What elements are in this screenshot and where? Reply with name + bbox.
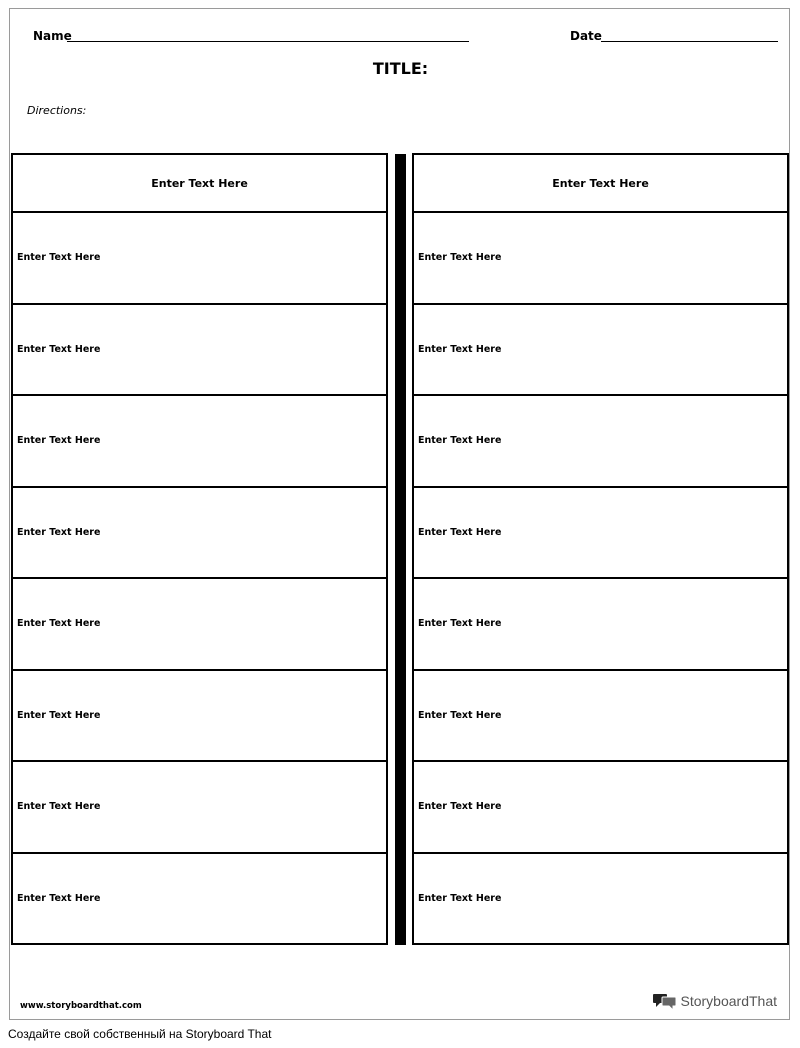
left-cell[interactable]: Enter Text Here [13, 396, 386, 488]
speech-bubbles-icon [653, 992, 677, 1010]
left-column [11, 153, 388, 945]
left-column-header[interactable]: Enter Text Here [13, 155, 386, 213]
right-column-header[interactable]: Enter Text Here [414, 155, 787, 213]
right-column [412, 153, 789, 945]
right-cell[interactable]: Enter Text Here [418, 892, 502, 904]
column-divider [395, 154, 406, 945]
create-your-own-link[interactable]: Создайте свой собственный на Storyboard That [8, 1027, 272, 1041]
right-cell[interactable]: Enter Text Here [414, 488, 787, 580]
left-cell[interactable]: Enter Text Here [13, 579, 386, 671]
right-cell[interactable]: Enter Text Here [414, 213, 787, 305]
right-cell[interactable]: Enter Text Here [414, 396, 787, 488]
name-label: Name [33, 29, 72, 43]
date-line[interactable] [601, 41, 778, 42]
left-cell[interactable]: Enter Text Here [13, 671, 386, 763]
worksheet [9, 8, 790, 1020]
right-cell[interactable]: Enter Text Here [414, 305, 787, 397]
logo-text: StoryboardThat [680, 993, 777, 1009]
page-title[interactable]: TITLE: [372, 59, 429, 78]
date-label: Date [570, 29, 602, 43]
left-cell[interactable]: Enter Text Here [13, 488, 386, 580]
right-cell[interactable]: Enter Text Here [414, 762, 787, 854]
left-cell[interactable]: Enter Text Here [13, 213, 386, 305]
directions-label[interactable]: Directions: [27, 104, 87, 117]
right-cell[interactable]: Enter Text Here [414, 579, 787, 671]
left-cell[interactable]: Enter Text Here [17, 892, 101, 904]
left-cell[interactable]: Enter Text Here [13, 762, 386, 854]
footer-url: www.storyboardthat.com [20, 1001, 142, 1011]
name-line[interactable] [67, 41, 469, 42]
left-cell[interactable]: Enter Text Here [13, 305, 386, 397]
right-cell[interactable]: Enter Text Here [414, 671, 787, 763]
storyboardthat-logo [653, 992, 778, 1010]
